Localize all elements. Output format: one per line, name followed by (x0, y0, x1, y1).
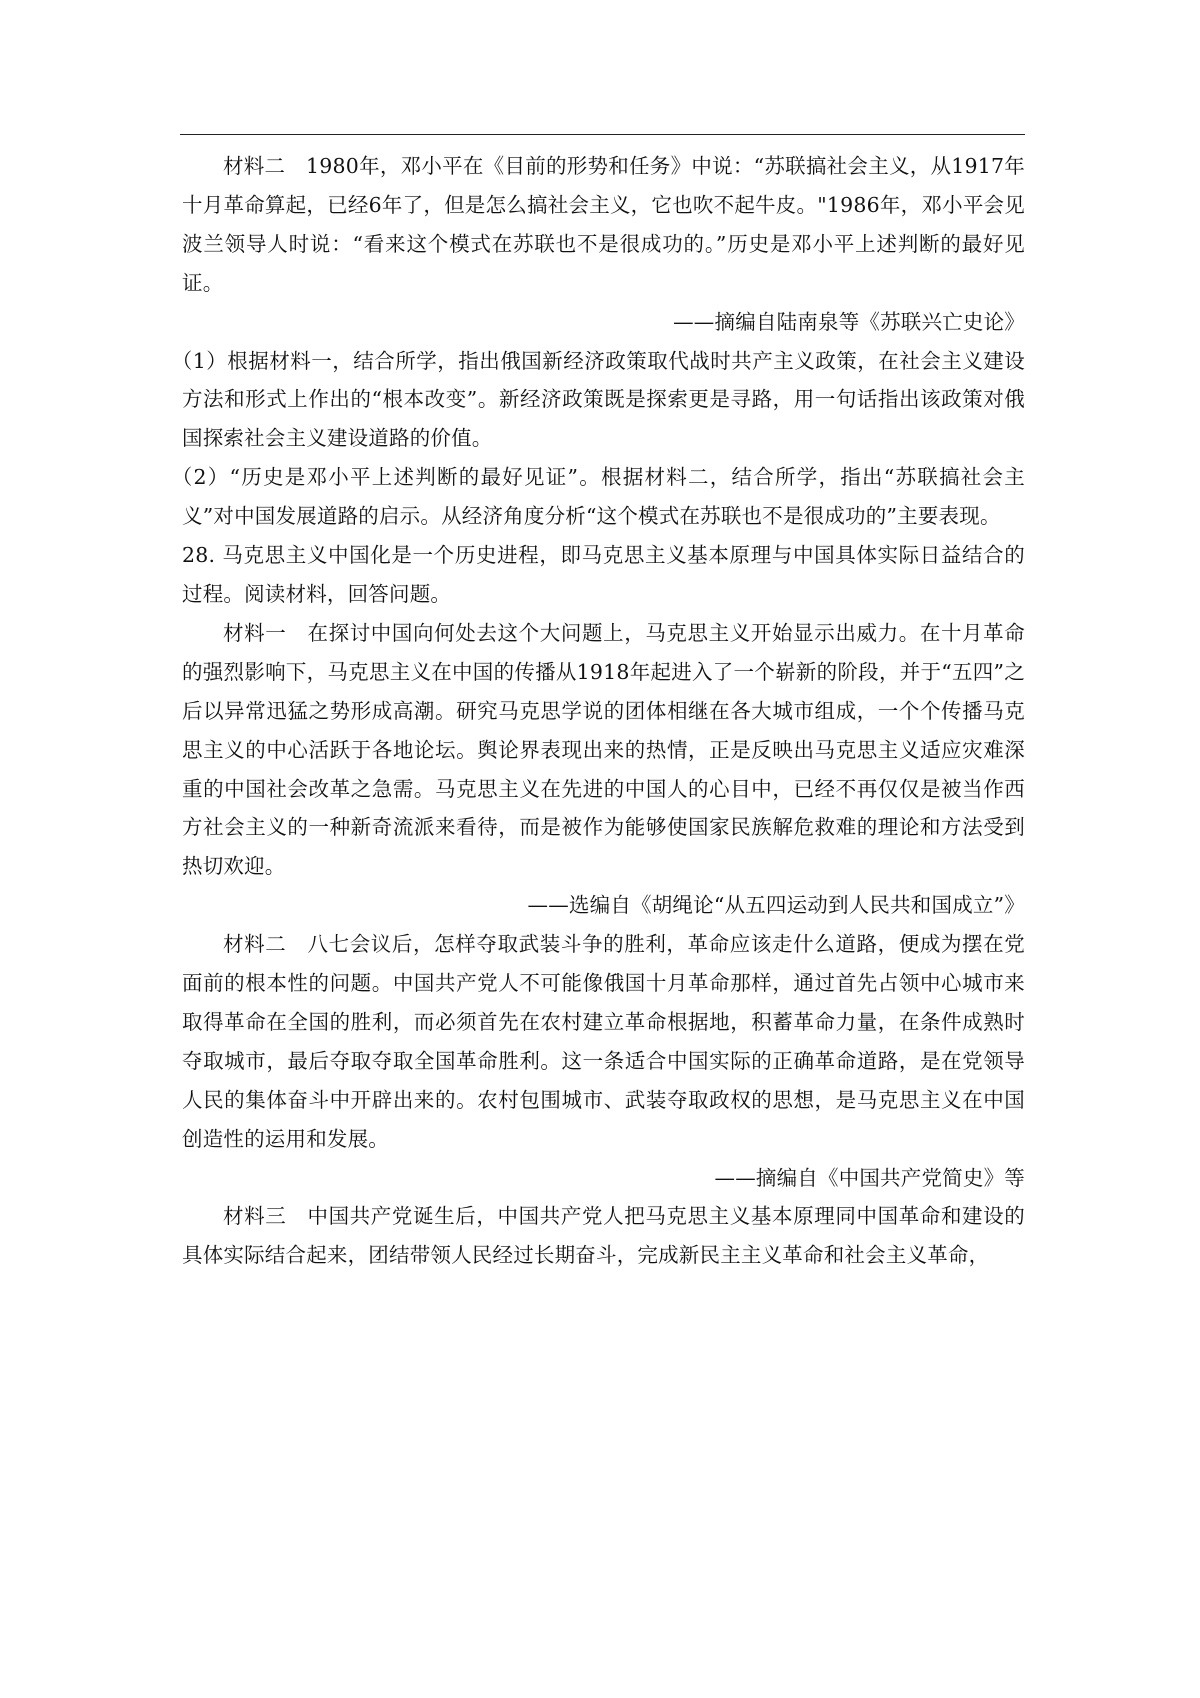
q28-intro: 28. 马克思主义中国化是一个历史进程，即马克思主义基本原理与中国具体实际日益结合的过程。阅读材料，回答问题。 (182, 543, 1025, 606)
q27-material2-source: ——摘编自陆南泉等《苏联兴亡史论》 (673, 309, 1025, 334)
q28-material1-paragraph: 材料一 在探讨中国向何处去这个大问题上，马克思主义开始显示出威力。在十月革命的强烈影响下，马克思主义在中国的传播从1918年起进入了一个崭新的阶段，并于“五四”之后以异常迅猛之势形成高潮。研究马克思学说的团体相继在各大城市组成，一个个传播马克思主义的中心活跃于各地论坛。舆论界表现出来的热情，正是反映出马克思主义适应灾难深重的中国社会改革之急需。马克思主义在先进的中国人的心目中，已经不再仅仅是被当作西方社会主义的一种新奇流派来看待，而是被作为能够使国家民族解危救难的理论和方法受到热切欢迎。 (182, 620, 1025, 879)
document-body (171, 147, 1025, 1275)
q27-question2: （2）“历史是邓小平上述判断的最好见证”。根据材料二，结合所学，指出“苏联搞社会主义”对中国发展道路的启示。从经济角度分析“这个模式在苏联也不是很成功的”主要表现。 (171, 465, 1025, 529)
q28-material1-source: ——选编自《胡绳论“从五四运动到人民共和国成立”》 (527, 893, 1025, 918)
q28-material2-source: ——摘编自《中国共产党简史》等 (714, 1165, 1025, 1190)
header-rule (180, 134, 1025, 135)
q28-material3-paragraph: 材料三 中国共产党诞生后，中国共产党人把马克思主义基本原理同中国革命和建设的具体实际结合起来，团结带领人民经过长期奋斗，完成新民主主义革命和社会主义革命， (182, 1204, 1025, 1268)
q27-question1: （1）根据材料一，结合所学，指出俄国新经济政策取代战时共产主义政策，在社会主义建设方法和形式上作出的“根本改变”。新经济政策既是探索更是寻路，用一句话指出该政策对俄国探索社会主义建设道路的价值。 (171, 348, 1025, 451)
q28-material2-paragraph: 材料二 八七会议后，怎样夺取武装斗争的胜利，革命应该走什么道路，便成为摆在党面前的根本性的问题。中国共产党人不可能像俄国十月革命那样，通过首先占领中心城市来取得革命在全国的胜利，而必须首先在农村建立革命根据地，积蓄革命力量，在条件成熟时夺取城市，最后夺取夺取全国革命胜利。这一条适合中国实际的正确革命道路，是在党领导人民的集体奋斗中开辟出来的。农村包围城市、武装夺取政权的思想，是马克思主义在中国创造性的运用和发展。 (182, 932, 1025, 1151)
q27-material2-paragraph: 材料二 1980年，邓小平在《目前的形势和任务》中说：“苏联搞社会主义，从1917年十月革命算起，已经6年了，但是怎么搞社会主义，它也吹不起牛皮。"1986年，邓小平会见波兰领导人时说：“看来这个模式在苏联也不是很成功的。”历史是邓小平上述判断的最好见证。 (182, 154, 1025, 295)
